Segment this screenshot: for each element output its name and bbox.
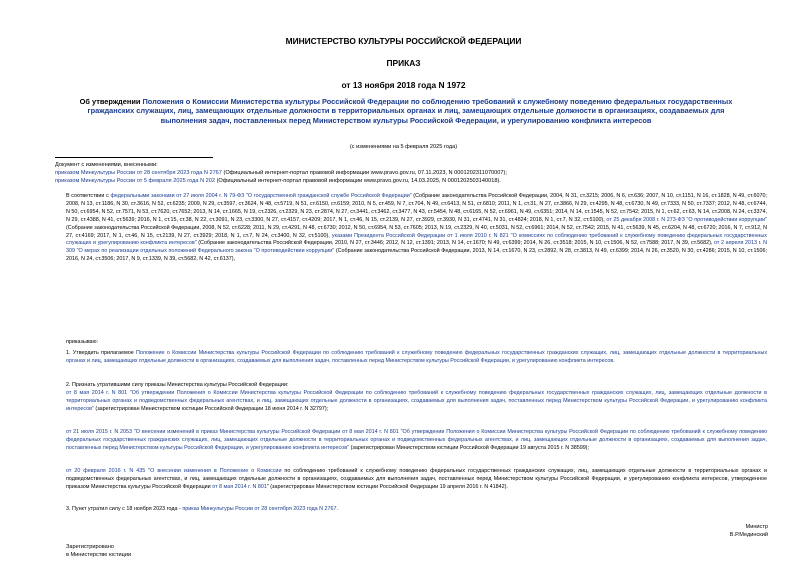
- signatory-position: Министр: [745, 524, 768, 530]
- signatory-name: В.Р.Мединский: [729, 531, 768, 538]
- law-link[interactable]: федеральными законами от 27 июля 2004 г. N 79-ФЗ "О государственной гражданской службе Российской Федерации": [110, 193, 412, 199]
- law-link[interactable]: от 25 декабря 2008 г. N 273-ФЗ "О противодействии коррупции": [606, 216, 767, 223]
- preamble-text: (Собрание законодательства Российской Федерации, 2004, N 31, ст.3215; 2006, N 6, ст.636; 2007, N 10, ст.1151, N 16, ст.1828, N 49, ст.6070; 2008, N 13, ст.1186, N 30, ст.3616, N 52, ст.6235; 2009, N 29, ст.3597, ст.3624, N 48, ст.5719, N 51, ст.6150, ст.6159; 2010, N 5, ст.459, N 7, ст.704, N 49, ст.6413, N 51, ст.6810; 2011, N 1, ст.31, N 27, ст.3866, N 29, ст.4295, N 48, ст.6730, N 49, ст.7333, N 50, ст.7337; 2012, N 48, ст.6744, N 50, ст.6954, N 52, ст.7571, N 53, ст.7620, ст.7652; 2013, N 14, ст.1665, N 19, ст.2326, ст.2329, N 23, ст.2874, N 27, ст.3441, ст.3462, ст.3477, N 43, ст.5454, N 48, ст.6165, N 52, ст.6961, N 49, ст.6351; 2014, N 14, ст.1545, N 52, ст.7542; 2015, N 1, ст.62, ст.63, N 14, ст.2008, N 24, ст.3374, N 29, ст.4388, N 41, ст.5639; 2016, N 1, ст.15, ст.38, N 22, ст.3091, N 23, ст.3300, N 27, ст.4157, ст.4209; 2017, N 1, ст.46, N 15, ст.2139, N 27, ст.3929, ст.3930, N 31, ст.4741, N 31, ст.4824; 2018, N 1, ст.7, N 32, ст.5100),: [66, 193, 767, 223]
- preamble-text: В соответствии с: [66, 193, 111, 199]
- amendment-link[interactable]: приказом Минкультуры России от 5 февраля 2025 года N 202: [55, 178, 216, 184]
- item-2c-text: по соблюдению требований к служебному поведению федеральных государственных гражданских служащих, лиц, замещающих отдельные должности в территориальных органах и подведомственных федеральных агентствах, и лиц, замещающих отдельные должности в организациях, создаваемых для выполнения задач, поставленных перед Министерством культуры Российской Федерации, и урегулированию конфликта интересов, утвержденное приказом Министерства культуры Российской Федерации: [66, 468, 767, 490]
- order-link[interactable]: от 8 мая 2014 г. N 801: [212, 483, 267, 490]
- document-title: [66, 97, 746, 125]
- item-2c-end: " (зарегистрирован Министерством юстиции Российской Федерации 19 апреля 2016 г. N 41842).: [266, 483, 508, 490]
- preamble-text: (Собрание законодательства Российской Федерации, 2013, N 14, ст.1670, N 23, ст.2892, N 28, ст.3813, N 49, ст.6399; 2014, N 26, ст.3520, N 30, ст.4286; 2015, N 10, ст.1506; 2016, N 24, ст.3506; 2017, N 9, ст.1339, N 39, ст.5682, N 42, ст.6137),: [66, 248, 767, 263]
- repealing-order-link[interactable]: приказ Минкультуры России от 28 сентября 2023 года N 2767: [182, 506, 337, 512]
- changes-note: (с изменениями на 5 февраля 2025 года): [349, 144, 458, 150]
- amendment-text: (Официальный интернет-портал правовой информации www.pravo.gov.ru, 14.03.2025, N 0001202503140018).: [215, 178, 501, 184]
- repealed-order-link[interactable]: от 20 февраля 2016 г. N 435 "О внесении изменения в Положение о Комиссии: [66, 468, 282, 474]
- item-2b: [66, 429, 767, 453]
- ministry-heading: МИНИСТЕРСТВО КУЛЬТУРЫ РОССИЙСКОЙ ФЕДЕРАЦИИ: [285, 36, 522, 46]
- registration-note: [66, 543, 131, 559]
- repealed-order-link[interactable]: от 21 июля 2015 г. N 2053 "О внесении изменений в приказ Министерства культуры Российской Федерации от 8 мая 2014 г. N 801 "Об утверждении Положения о Комиссии Министерства культуры Российской Федерации по соблюдению требований к служебному поведению федеральных государственных гражданских служащих, лиц, замещающих отдельные должности в территориальных органах и подведомственных федеральных агентствах, и лиц, замещающих отдельные должности в организациях, создаваемых для выполнения задач, поставленных перед Министерством культуры Российской Федерации, и урегулированию конфликта интересов": [66, 429, 767, 451]
- item-1-text: 1. Утвердить прилагаемое: [66, 350, 137, 356]
- title-link[interactable]: Положения о Комиссии Министерства культуры Российской Федерации по соблюдению требований к служебному поведению федеральных государственных гражданских служащих, лиц, замещающих отдельные должности в территориальных органах и лиц, замещающих отдельные должности в организациях, создаваемых для выполнения задач, поставленных перед Министерством культуры Российской Федерации, и урегулированию конфликта интересов: [87, 97, 733, 125]
- amendments-intro: Документ с изменениями, внесенными:: [55, 162, 158, 168]
- item-2a: [66, 390, 767, 414]
- item-2b-text: (зарегистрирован Министерством юстиции Российской Федерации 19 августа 2015 г. N 38599);: [349, 444, 589, 451]
- item-3-end: .: [336, 506, 339, 512]
- decree-link[interactable]: от 2 апреля 2013 г. N 309 "О мерах по реализации отдельных положений Федерального закона "О противодействии коррупции": [66, 240, 767, 255]
- order-date: от 13 ноября 2018 года N 1972: [341, 80, 466, 90]
- regulation-link[interactable]: Положение о Комиссии Министерства культуры Российской Федерации по соблюдению требований к служебному поведению федеральных государственных гражданских служащих, лиц, замещающих отдельные должности в территориальных органах и лиц, замещающих отдельные должности в организациях, создаваемых для выполнения задач, поставленных перед Министерством культуры Российской Федерации, и урегулированию конфликта интересов: [66, 350, 768, 364]
- item-1: [66, 350, 767, 366]
- order-heading: ПРИКАЗ: [386, 58, 421, 68]
- preamble-text: (Собрание законодательства Российской Федерации, 2008, N 52, ст.6228; 2011, N 29, ст.4291, N 48, ст.6730; 2012, N 50, ст.6954, N 53, ст.7605; 2013, N 19, ст.2329, N 40, ст.5031, N 52, ст.6961; 2014, N 52, ст.7542; 2015, N 41, ст.5639, N 45, ст.6204, N 48, ст.6720; 2016, N 7, ст.912, N 27, ст.4169; 2017, N 1, ст.46, N 15, ст.2139, N 27, ст.3929; 2018, N 1, ст.7, N 24, ст.3400, N 32, ст.5100),: [66, 224, 767, 239]
- item-1-end: .: [613, 357, 615, 364]
- preamble-text: (Собрание законодательства Российской Федерации, 2010, N 27, ст.3446; 2012, N 12, ст.1391; 2013, N 14, ст.1670; N 49, ст.6399; 2014, N 26, ст.3518; 2015, N 10, ст.1506, N 52, ст.7588; 2017, N 39, ст.5682),: [196, 240, 715, 247]
- amendment-item: [55, 170, 767, 177]
- registration-line-2: в Министерстве юстиции: [66, 552, 132, 558]
- registration-line-1: Зарегистрировано: [66, 544, 114, 550]
- preamble-paragraph: [66, 193, 767, 264]
- item-3: [66, 506, 767, 514]
- amendment-text: (Официальный интернет-портал правовой информации www.pravo.gov.ru, 07.11.2023, N 0001202311070007);: [221, 170, 507, 176]
- item-2c: [66, 468, 767, 492]
- repealed-order-link[interactable]: от 8 мая 2014 г. N 801 "Об утверждении Положения о Комиссии Министерства культуры Российской Федерации по соблюдению требований к служебному поведению федеральных государственных гражданских служащих, лиц, замещающих отдельные должности в территориальных органах и подведомственных федеральных агентствах, и лиц, замещающих отдельные должности в организациях, создаваемых для выполнения задач, поставленных перед Министерством культуры Российской Федерации, и урегулированию конфликта интересов": [66, 390, 767, 412]
- prikazyvayu: приказываю:: [66, 339, 99, 345]
- decree-link[interactable]: указами Президента Российской Федерации от 1 июля 2010 г. N 821 "О комиссиях по соблюдению требований к служебному поведению федеральных государственных служащих и урегулированию конфликта интересов": [66, 232, 767, 247]
- item-2-intro: 2. Признать утратившими силу приказы Министерства культуры Российской Федерации:: [66, 382, 289, 388]
- title-prefix: Об утверждении: [79, 97, 143, 106]
- signature-block: [730, 524, 768, 539]
- item-2a-text: (зарегистрирован Министерством юстиции Российской Федерации 18 июня 2014 г. N 32797);: [93, 405, 329, 412]
- divider: [55, 157, 213, 158]
- amendment-link[interactable]: приказом Минкультуры России от 28 сентября 2023 года N 2767: [55, 170, 222, 176]
- amendment-item: [55, 178, 767, 185]
- item-3-text: 3. Пункт утратил силу с 18 ноября 2023 года -: [66, 506, 183, 512]
